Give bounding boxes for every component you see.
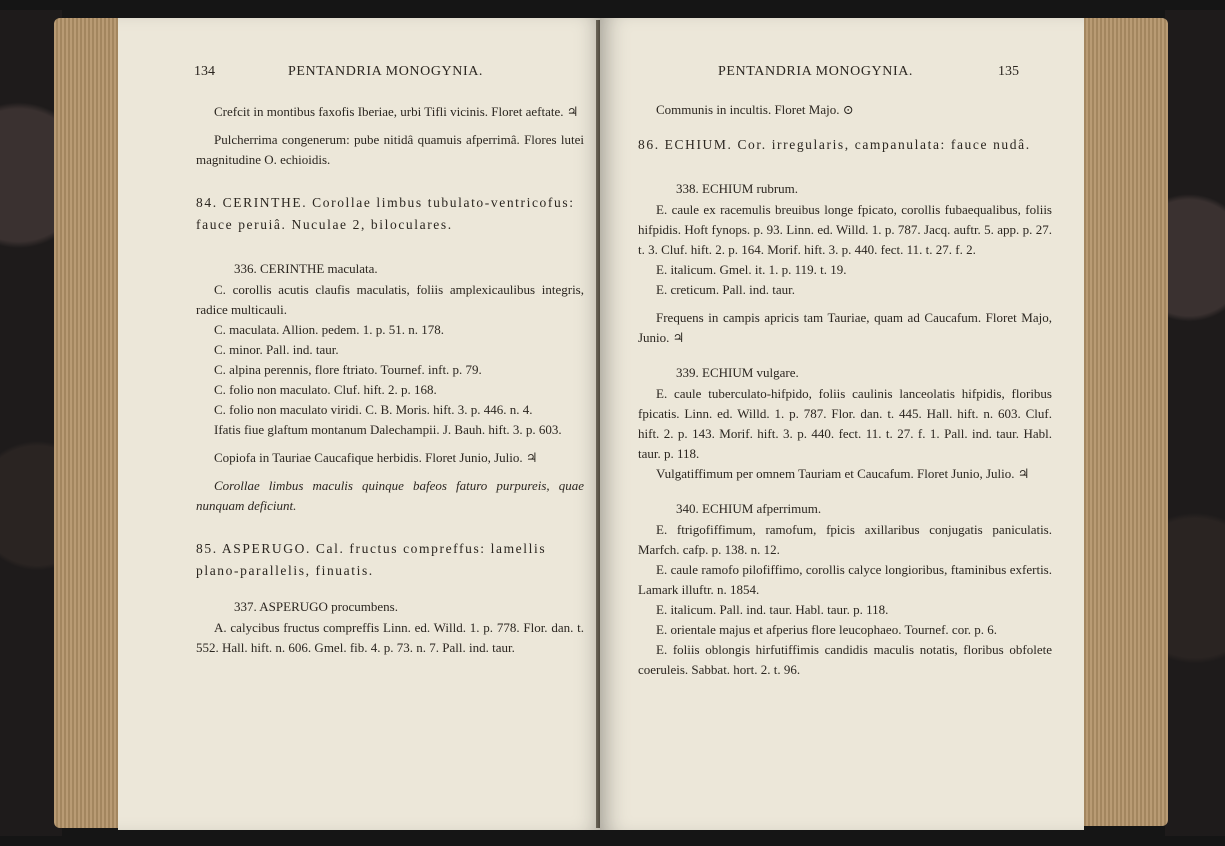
paragraph: Vulgatiffimum per omnem Tauriam et Caucafum. Floret Junio, Julio. ♃ bbox=[656, 466, 1030, 481]
paragraph: E. ftrigofiffimum, ramofum, fpicis axillaribus conjugatis paniculatis. Marfch. cafp. p. 138. n. 12. bbox=[638, 522, 1052, 557]
synonym: C. folio non maculato. Cluf. hift. 2. p. 168. bbox=[214, 382, 437, 397]
genus-heading: 84. CERINTHE. Corollae limbus tubulato-ventricofus: fauce peruiâ. Nuculae 2, biloculares. bbox=[196, 195, 575, 232]
paragraph: Pulcherrima congenerum: pube nitidâ quamuis afperrimâ. Flores lutei magnitudine O. echioidis. bbox=[196, 132, 584, 167]
synonym: C. maculata. Allion. pedem. 1. p. 51. n. 178. bbox=[214, 322, 444, 337]
right-page-text bbox=[638, 100, 1052, 680]
paragraph: C. corollis acutis claufis maculatis, foliis amplexicaulibus integris, radice multicauli. bbox=[196, 282, 584, 317]
paragraph: Frequens in campis apricis tam Tauriae, quam ad Caucafum. Floret Majo, Junio. ♃ bbox=[638, 310, 1052, 345]
book-cover-right bbox=[1165, 10, 1225, 836]
paragraph: E. caule ramofo pilofiffimo, corollis calyce longioribus, ftaminibus exfertis. Lamark illuftr. n. 1854. bbox=[638, 562, 1052, 597]
species-heading: 340. ECHIUM afperrimum. bbox=[676, 501, 822, 516]
synonym: C. minor. Pall. ind. taur. bbox=[214, 342, 339, 357]
page-number: 134 bbox=[194, 64, 215, 79]
species-heading: 337. ASPERUGO procumbens. bbox=[234, 599, 398, 614]
page-edges-left bbox=[54, 18, 124, 828]
synonym: E. orientale majus et afperius flore leucophaeo. Tournef. cor. p. 6. bbox=[656, 622, 998, 637]
species-heading: 336. CERINTHE maculata. bbox=[234, 261, 378, 276]
species-heading: 338. ECHIUM rubrum. bbox=[676, 181, 799, 196]
paragraph: Communis in incultis. Floret Majo. ⊙ bbox=[656, 102, 854, 117]
paragraph: E. caule tuberculato-hifpido, foliis caulinis lanceolatis hifpidis, floribus fpicatis. Linn. ed. Willd. 1. p. 787. Flor. dan. t. 445. Hall. hift. n. 603. Cluf. hift. 2. p. 143. Morif. hift. 3. p. 440. fect. 11. t. 27. f. 1. Pall. ind. taur. Habl. taur. p. 118. bbox=[638, 386, 1052, 461]
running-header: PENTANDRIA MONOGYNIA. bbox=[288, 64, 484, 79]
synonym: E. italicum. Pall. ind. taur. Habl. taur. p. 118. bbox=[656, 602, 889, 617]
left-page-text bbox=[196, 102, 584, 658]
synonym: E. creticum. Pall. ind. taur. bbox=[656, 282, 795, 297]
synonym: E. foliis oblongis hirfutiffimis candidis maculis notatis, floribus obfolete coeruleis. Sabbat. hort. 2. t. 96. bbox=[638, 642, 1052, 677]
paragraph: Copiofa in Tauriae Caucafique herbidis. Floret Junio, Julio. ♃ bbox=[214, 450, 538, 465]
paragraph: Corollae limbus maculis quinque bafeos faturo purpureis, quae nunquam deficiunt. bbox=[196, 478, 584, 513]
genus-heading: 85. ASPERUGO. Cal. fructus compreffus: lamellis plano-parallelis, finuatis. bbox=[196, 541, 547, 578]
synonym: Ifatis fiue glaftum montanum Dalechampii. J. Bauh. hift. 3. p. 603. bbox=[214, 422, 562, 437]
page-edges-right bbox=[1082, 18, 1168, 826]
synonym: C. folio non maculato viridi. C. B. Moris. hift. 3. p. 446. n. 4. bbox=[214, 402, 533, 417]
synonym: E. italicum. Gmel. it. 1. p. 119. t. 19. bbox=[656, 262, 847, 277]
synonym: C. alpina perennis, flore ftriato. Tournef. inft. p. 79. bbox=[214, 362, 482, 377]
book-cover-left bbox=[0, 10, 62, 836]
right-page bbox=[600, 18, 1084, 830]
page-number: 135 bbox=[998, 64, 1019, 79]
paragraph: E. caule ex racemulis breuibus longe fpicato, corollis fubaequalibus, foliis hifpidis. Hoft fynops. p. 93. Linn. ed. Willd. 1. p. 787. Jacq. auftr. 5. app. p. 27. t. 3. Cluf. hift. 2. p. 164. Morif. hift. 3. p. 440. fect. 11. t. 27. f. 2. bbox=[638, 202, 1052, 257]
genus-heading: 86. ECHIUM. Cor. irregularis, campanulata: fauce nudâ. bbox=[638, 137, 1031, 152]
running-header: PENTANDRIA MONOGYNIA. bbox=[718, 64, 914, 79]
paragraph: Crefcit in montibus faxofis Iberiae, urbi Tifli vicinis. Floret aeftate. ♃ bbox=[214, 104, 579, 119]
species-heading: 339. ECHIUM vulgare. bbox=[676, 365, 799, 380]
paragraph: A. calycibus fructus compreffis Linn. ed. Willd. 1. p. 778. Flor. dan. t. 552. Hall. hift. n. 606. Gmel. fib. 4. p. 73. n. 7. Pall. ind. taur. bbox=[196, 620, 584, 655]
left-page bbox=[118, 18, 604, 830]
